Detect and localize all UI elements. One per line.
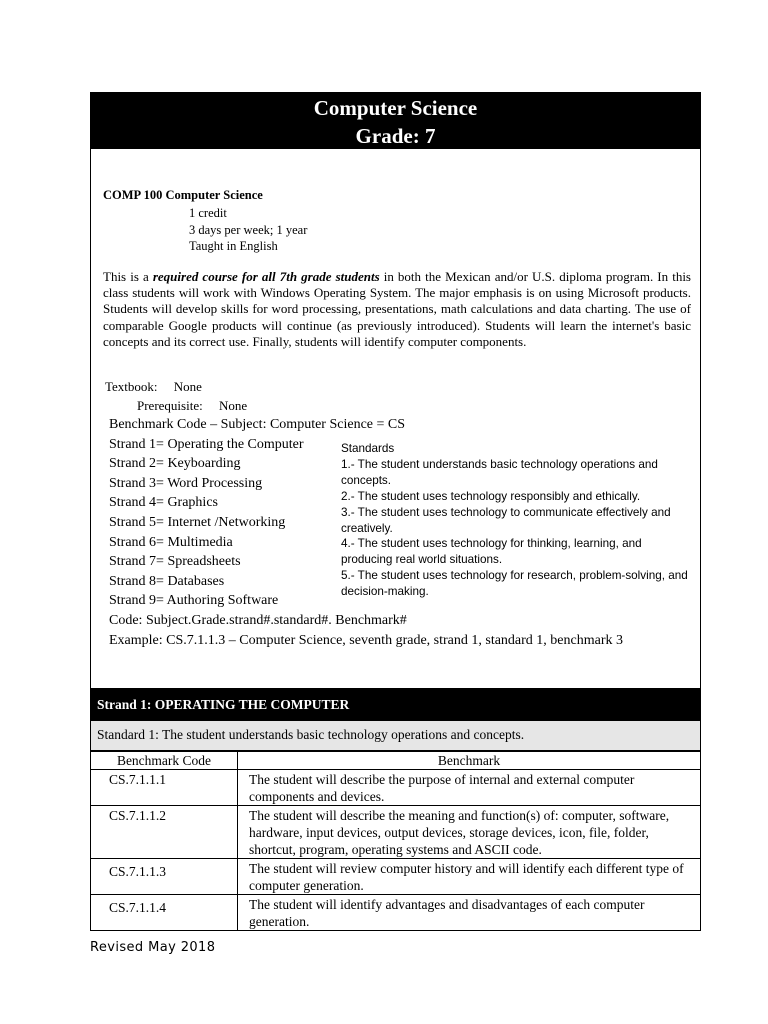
description-intro: This is a — [103, 269, 153, 284]
strand-item: Strand 7= Spreadsheets — [109, 554, 241, 570]
page-title: Computer Science — [313, 96, 478, 120]
course-description — [103, 269, 691, 350]
standard-item: 2.- The student uses technology responsibly and ethically. — [341, 489, 641, 503]
benchmark-code-line: Benchmark Code – Subject: Computer Science = CS — [109, 417, 406, 432]
benchmark-text: The student will describe the meaning and function(s) of: computer, software, hardware, input devices, output devices, storage devices, icon, file, folder, shortcut, program, operating systems and ASCII code. — [238, 806, 701, 859]
title-banner — [91, 93, 700, 149]
benchmark-text: The student will identify advantages and disadvantages of each computer generation. — [238, 895, 701, 931]
standards-list — [341, 441, 691, 600]
table-row — [91, 770, 701, 806]
strand-item: Strand 4= Graphics — [109, 495, 218, 511]
strand-item: Strand 5= Internet /Networking — [109, 514, 286, 530]
benchmark-code: CS.7.1.1.1 — [91, 770, 238, 806]
grade-label: Grade: 7 — [355, 124, 436, 148]
strand-item: Strand 9= Authoring Software — [109, 593, 279, 609]
table-header-row — [91, 752, 701, 770]
table-row — [91, 895, 701, 931]
example-line: Example: CS.7.1.1.3 – Computer Science, seventh grade, strand 1, standard 1, benchmark 3 — [109, 632, 623, 648]
strand-item: Strand 6= Multimedia — [109, 534, 233, 550]
textbook-line: Textbook: None — [105, 379, 202, 394]
strand-item: Strand 8= Databases — [109, 573, 225, 589]
table-row — [91, 806, 701, 859]
benchmark-text: The student will review computer history and will identify each different type of computer generation. — [238, 859, 701, 895]
standard-heading: Standard 1: The student understands basic technology operations and concepts. — [90, 721, 701, 751]
benchmark-code: CS.7.1.1.2 — [91, 806, 238, 859]
strand-item: Strand 3= Word Processing — [109, 475, 263, 491]
revision-footer: Revised May 2018 — [90, 940, 216, 955]
standard-item: 1.- The student understands basic technology operations and concepts. — [341, 457, 658, 487]
strand-heading: Strand 1: OPERATING THE COMPUTER — [90, 689, 701, 721]
strand-item: Strand 2= Keyboarding — [109, 456, 241, 472]
course-code-title: COMP 100 Computer Science — [103, 188, 263, 202]
description-emphasis: required course for all 7th grade students — [152, 269, 380, 284]
code-explanation — [109, 611, 623, 650]
course-credit: 1 credit — [189, 206, 227, 220]
standards-heading: Standards — [341, 442, 395, 455]
strand-item: Strand 1= Operating the Computer — [109, 436, 304, 452]
benchmark-code: CS.7.1.1.4 — [91, 895, 238, 931]
standard-item: 4.- The student uses technology for thinking, learning, and producing real world situations. — [341, 537, 642, 567]
course-language: Taught in English — [189, 239, 278, 253]
course-schedule: 3 days per week; 1 year — [189, 222, 308, 237]
prerequisite-line: Prerequisite: None — [137, 398, 248, 413]
benchmark-code: CS.7.1.1.3 — [91, 859, 238, 895]
course-meta — [189, 205, 307, 255]
benchmark-table — [90, 751, 701, 931]
column-header-benchmark: Benchmark — [238, 752, 701, 770]
benchmark-text: The student will describe the purpose of internal and external computer components and devices. — [238, 770, 701, 806]
description-body: in both the Mexican and/or U.S. diploma program. In this class students will work with Windows Operating System. The major emphasis is on using Microsoft products. Students will develop skills for word processing, presentations, math calculations and data charting. The use of comparable Google products will continue (as previously introduced). Students will learn the internet's basic concepts and its correct use. Finally, students will identify computer components. — [103, 269, 691, 349]
course-info-box — [90, 92, 701, 689]
column-header-code: Benchmark Code — [91, 752, 238, 770]
standard-item: 5.- The student uses technology for research, problem-solving, and decision-making. — [341, 569, 688, 599]
table-row — [91, 859, 701, 895]
standard-item: 3.- The student uses technology to communicate effectively and creatively. — [341, 505, 671, 535]
code-format-line: Code: Subject.Grade.strand#.standard#. Benchmark# — [109, 613, 407, 628]
